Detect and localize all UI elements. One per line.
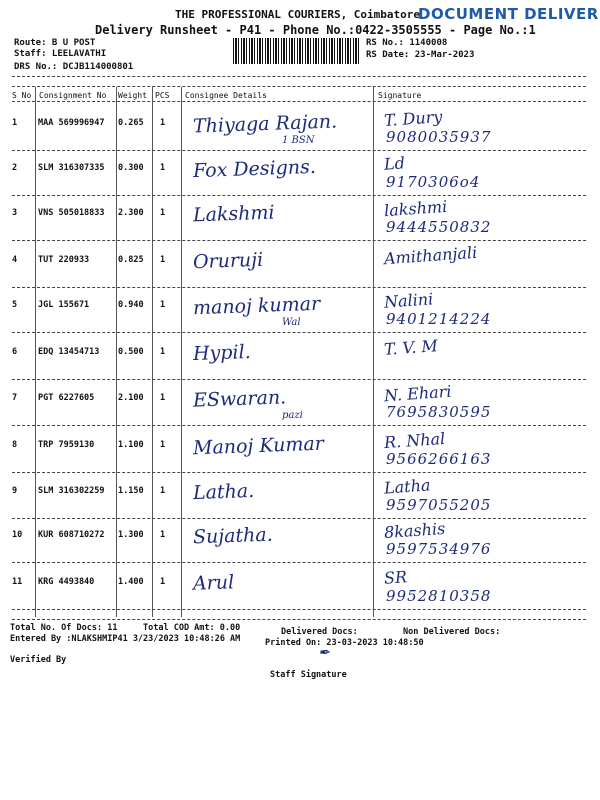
divider	[12, 86, 586, 87]
row-consignee-name: Fox Designs.	[192, 155, 317, 183]
row-signature: Amithanjali	[383, 242, 478, 269]
row-weight: 1.150	[118, 486, 144, 496]
row-sno: 5	[12, 300, 18, 310]
row-weight: 1.100	[118, 440, 144, 450]
staff-signature-mark: ✒	[318, 645, 330, 661]
row-sno: 6	[12, 347, 18, 357]
row-consignment-no: TRP 7959130	[38, 440, 95, 450]
drs-number: DRS No.: DCJB114000801	[14, 62, 134, 72]
barcode-icon	[233, 38, 361, 64]
column-header-sno: S No	[12, 91, 32, 100]
total-cod-amount: Total COD Amt: 0.00	[143, 623, 241, 633]
row-signature-phone: 9597534976	[386, 540, 492, 558]
row-divider	[12, 609, 586, 610]
row-signature-phone: 9952810358	[386, 587, 492, 605]
column-divider	[116, 87, 117, 617]
row-signature: T. V. M	[383, 336, 439, 359]
row-divider	[12, 287, 586, 288]
row-signature: N. Ehari	[383, 381, 453, 406]
row-sno: 4	[12, 255, 18, 265]
row-weight: 0.300	[118, 163, 144, 173]
row-weight: 0.825	[118, 255, 144, 265]
total-docs: Total No. Of Docs: 11	[10, 623, 118, 633]
row-consignee-name: Latha.	[192, 479, 255, 505]
column-header-pcs: PCS	[155, 91, 170, 100]
divider	[12, 619, 586, 620]
row-signature: Latha	[383, 475, 432, 498]
row-consignee-name: Oruruji	[192, 248, 264, 274]
row-consignment-no: SLM 316307335	[38, 163, 105, 173]
row-sno: 3	[12, 208, 18, 218]
row-consignee-name: Sujatha.	[192, 523, 274, 549]
row-consignment-no: TUT 220933	[38, 255, 90, 265]
row-pcs: 1	[160, 486, 166, 496]
row-signature: R. Nhal	[383, 428, 446, 453]
column-divider	[181, 87, 182, 617]
row-divider	[12, 472, 586, 473]
divider	[12, 76, 586, 77]
column-header-consignment: Consignment No	[39, 91, 107, 100]
row-signature-phone: 9401214224	[386, 310, 492, 328]
row-signature: Ld	[383, 153, 406, 174]
row-weight: 1.400	[118, 577, 144, 587]
row-signature-phone: 9444550832	[386, 218, 492, 236]
row-divider	[12, 379, 586, 380]
row-sno: 11	[12, 577, 23, 587]
column-divider	[373, 87, 374, 617]
row-sno: 8	[12, 440, 18, 450]
runsheet-subtitle: Delivery Runsheet - P41 - Phone No.:0422-3505555 - Page No.:1	[95, 23, 536, 37]
row-weight: 0.265	[118, 118, 144, 128]
row-pcs: 1	[160, 118, 166, 128]
row-signature-phone: 9597055205	[386, 496, 492, 514]
row-pcs: 1	[160, 577, 166, 587]
delivered-docs: Delivered Docs:	[281, 627, 358, 637]
document-delivery-stamp: DOCUMENT DELIVER	[418, 5, 599, 23]
row-weight: 2.100	[118, 393, 144, 403]
row-sno: 2	[12, 163, 18, 173]
row-divider	[12, 518, 586, 519]
row-pcs: 1	[160, 300, 166, 310]
row-consignee-note: 1 BSN	[282, 135, 315, 146]
row-signature: 8kashis	[383, 518, 446, 543]
row-weight: 1.300	[118, 530, 144, 540]
row-consignment-no: PGT 6227605	[38, 393, 95, 403]
column-header-consignee: Consignee Details	[185, 91, 267, 100]
row-divider	[12, 425, 586, 426]
row-divider	[12, 195, 586, 196]
row-divider	[12, 150, 586, 151]
row-divider	[12, 332, 586, 333]
row-consignee-name: Lakshmi	[192, 201, 275, 227]
row-consignment-no: SLM 316302259	[38, 486, 105, 496]
row-consignee-name: Thiyaga Rajan.	[192, 110, 338, 138]
row-consignee-name: ESwaran.	[192, 386, 287, 412]
row-consignee-note: pazi	[282, 410, 303, 421]
row-consignment-no: VNS 505018833	[38, 208, 105, 218]
non-delivered-docs: Non Delivered Docs:	[403, 627, 501, 637]
row-consignment-no: JGL 155671	[38, 300, 90, 310]
rs-number: RS No.: 1140008	[366, 38, 448, 48]
entered-by: Entered By :NLAKSHMIP41 3/23/2023 10:48:26 AM	[10, 634, 241, 644]
row-signature-phone: 9566266163	[386, 450, 492, 468]
company-title: THE PROFESSIONAL COURIERS, Coimbatore	[175, 8, 421, 21]
rs-date: RS Date: 23-Mar-2023	[366, 50, 475, 60]
row-pcs: 1	[160, 347, 166, 357]
staff-label: Staff: LEELAVATHI	[14, 49, 107, 59]
row-signature-phone: 9170306o4	[386, 173, 481, 191]
row-consignee-note: Wal	[282, 317, 301, 328]
row-pcs: 1	[160, 163, 166, 173]
row-consignee-name: Manoj Kumar	[192, 432, 325, 460]
row-consignment-no: EDQ 13454713	[38, 347, 100, 357]
row-sno: 7	[12, 393, 18, 403]
divider	[12, 101, 586, 102]
row-consignee-name: Hypil.	[192, 341, 252, 365]
row-signature: lakshmi	[383, 196, 448, 221]
row-consignment-no: MAA 569996947	[38, 118, 105, 128]
row-signature-phone: 9080035937	[386, 128, 492, 146]
row-signature: T. Dury	[383, 106, 443, 131]
column-header-signature: Signature	[378, 91, 422, 100]
route-label: Route: B U POST	[14, 38, 96, 48]
printed-on: Printed On: 23-03-2023 10:48:50	[265, 638, 424, 648]
staff-signature: Staff Signature	[270, 670, 347, 680]
row-sno: 9	[12, 486, 18, 496]
row-sno: 1	[12, 118, 18, 128]
row-divider	[12, 562, 586, 563]
row-pcs: 1	[160, 440, 166, 450]
row-pcs: 1	[160, 393, 166, 403]
row-consignee-name: manoj kumar	[192, 292, 321, 320]
row-pcs: 1	[160, 208, 166, 218]
row-weight: 0.500	[118, 347, 144, 357]
row-pcs: 1	[160, 255, 166, 265]
column-divider	[35, 87, 36, 617]
row-weight: 2.300	[118, 208, 144, 218]
row-pcs: 1	[160, 530, 166, 540]
row-consignment-no: KUR 608710272	[38, 530, 105, 540]
row-consignee-name: Arul	[192, 571, 235, 595]
row-signature-phone: 7695830595	[386, 403, 492, 421]
row-weight: 0.940	[118, 300, 144, 310]
column-divider	[152, 87, 153, 617]
column-header-weight: Weight	[118, 91, 147, 100]
row-signature: Nalini	[383, 289, 434, 312]
verified-by: Verified By	[10, 655, 67, 665]
row-sno: 10	[12, 530, 23, 540]
row-divider	[12, 240, 586, 241]
row-consignment-no: KRG 4493840	[38, 577, 95, 587]
row-signature: SR	[383, 567, 408, 588]
